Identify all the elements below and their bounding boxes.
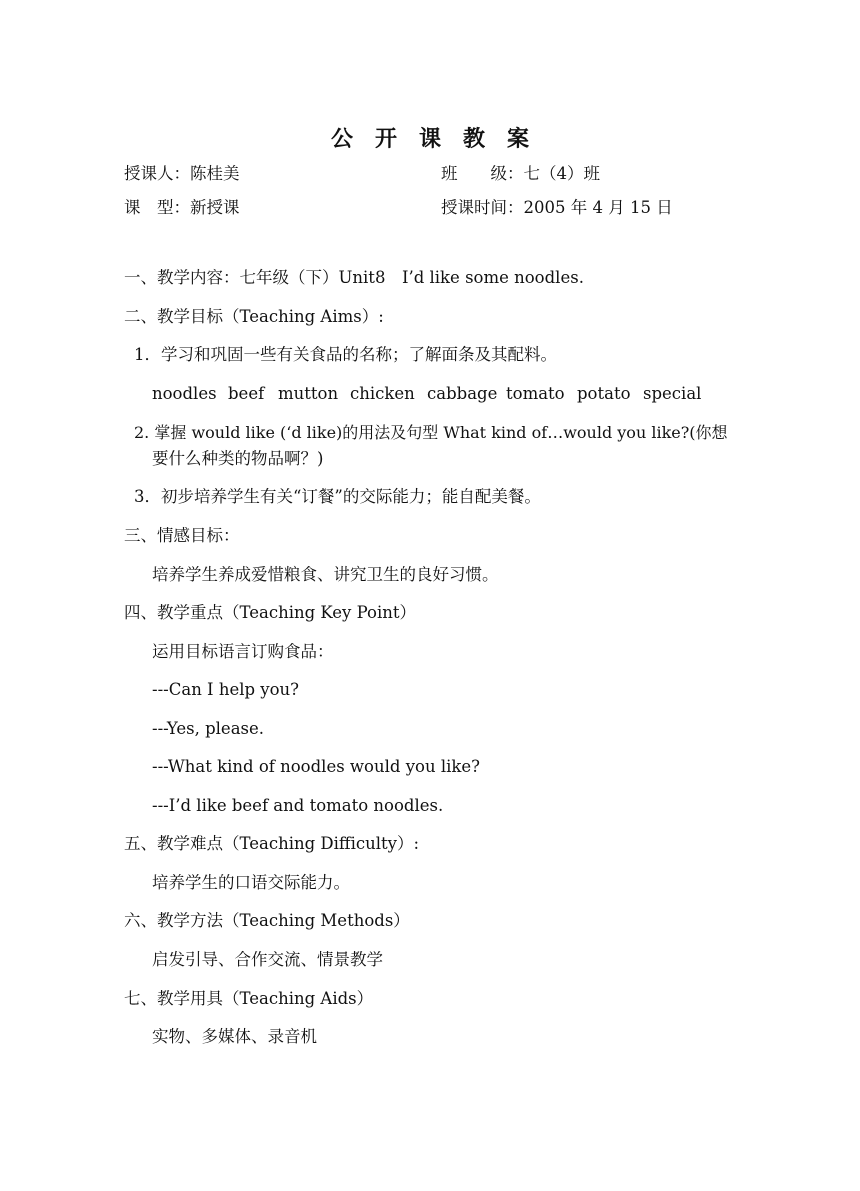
vocab-item: mutton (278, 384, 339, 403)
dialogue-line: ---Can I help you? (152, 680, 300, 699)
difficulty-body: 培养学生的口语交际能力。 (152, 873, 350, 892)
date-label: 授课时间：2005 年 4 月 15 日 (441, 198, 673, 217)
lesson-type-label: 课 型：新授课 (124, 198, 240, 217)
aim-1: 1．学习和巩固一些有关食品的名称；了解面条及其配料。 (134, 345, 557, 364)
section-aims: 二、教学目标（Teaching Aims）: (124, 307, 384, 326)
section-emotional-aims: 三、情感目标： (124, 526, 240, 545)
dialogue-line: ---Yes, please. (152, 719, 265, 738)
page-title (0, 122, 860, 153)
vocab-item: chicken (350, 384, 415, 403)
vocab-item: noodles (152, 384, 217, 403)
vocab-item: beef (228, 384, 265, 403)
section-methods: 六、教学方法（Teaching Methods） (124, 911, 410, 930)
vocab-item: cabbage (427, 384, 498, 403)
aim-2-line-1: 2. 掌握 would like (‘d like)的用法及句型 What kind of…would you like?(你想 (134, 423, 728, 442)
aim-2-line-2: 要什么种类的物品啊？) (152, 449, 324, 468)
teacher-label: 授课人：陈桂美 (124, 164, 240, 183)
title-char: 开 (374, 126, 397, 152)
methods-body: 启发引导、合作交流、情景教学 (152, 950, 383, 969)
section-difficulty: 五、教学难点（Teaching Difficulty）: (124, 834, 420, 853)
vocab-item: potato (577, 384, 631, 403)
emotional-aims-body: 培养学生养成爱惜粮食、讲究卫生的良好习惯。 (152, 565, 499, 584)
section-key-point: 四、教学重点（Teaching Key Point） (124, 603, 417, 622)
section-content: 一、教学内容：七年级（下）Unit8 I’d like some noodles. (124, 268, 584, 287)
title-char: 课 (418, 126, 441, 152)
vocab-item: tomato (506, 384, 565, 403)
title-char: 教 (463, 126, 486, 152)
section-aids: 七、教学用具（Teaching Aids） (124, 989, 374, 1008)
class-label: 班 级：七（4）班 (441, 164, 600, 183)
aids-body: 实物、多媒体、录音机 (152, 1027, 317, 1046)
title-char: 案 (507, 126, 530, 152)
vocab-item: special (643, 384, 702, 403)
title-char: 公 (330, 126, 353, 152)
dialogue-line: ---What kind of noodles would you like? (152, 757, 480, 776)
key-point-body: 运用目标语言订购食品： (152, 642, 334, 661)
aim-3: 3．初步培养学生有关“订餐”的交际能力；能自配美餐。 (134, 487, 541, 506)
dialogue-line: ---I’d like beef and tomato noodles. (152, 796, 444, 815)
